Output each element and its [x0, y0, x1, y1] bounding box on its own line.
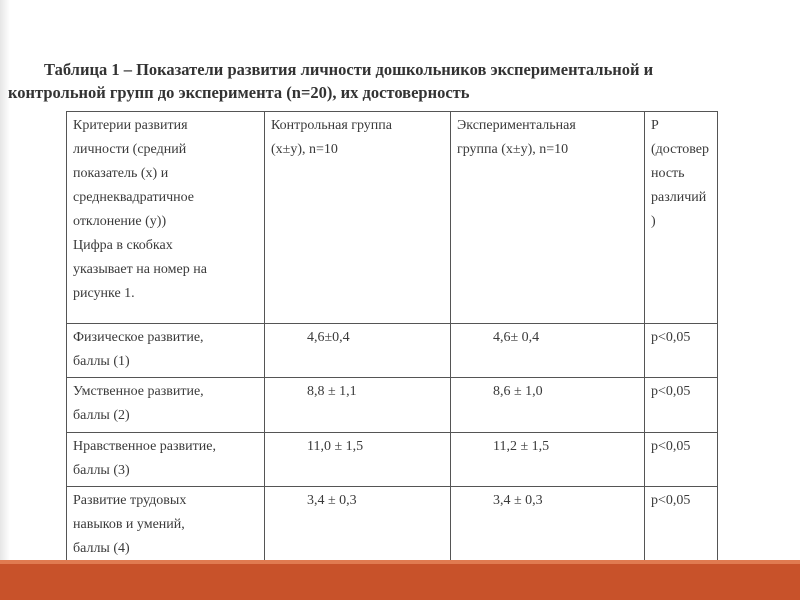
experimental-value: 8,6 ± 1,0: [451, 378, 645, 433]
header-control-line: Контрольная группа: [271, 118, 393, 133]
p-value: p<0,05: [645, 378, 718, 433]
criterion-cell: [67, 433, 265, 487]
table-row: [67, 487, 718, 565]
experimental-value: 11,2 ± 1,5: [451, 433, 645, 487]
header-p: [645, 112, 718, 324]
header-criteria-line: отклонение (у)): [73, 214, 167, 229]
control-value: 3,4 ± 0,3: [265, 487, 451, 565]
criterion-line: Умственное развитие,: [73, 384, 204, 399]
experimental-value: 3,4 ± 0,3: [451, 487, 645, 565]
table-caption: [8, 58, 794, 104]
footer-bar: [0, 560, 800, 600]
results-table: [66, 111, 718, 565]
criterion-line: баллы (1): [73, 354, 130, 369]
table-row: [67, 378, 718, 433]
control-value: 11,0 ± 1,5: [265, 433, 451, 487]
criterion-line: Нравственное развитие,: [73, 439, 216, 454]
table-row: [67, 324, 718, 378]
header-criteria-line: указывает на номер на: [73, 262, 207, 277]
header-criteria-line: Цифра в скобках: [73, 238, 173, 253]
header-criteria-line: показатель (х) и: [73, 166, 169, 181]
header-experimental: [451, 112, 645, 324]
header-criteria: [67, 112, 265, 324]
header-criteria-line: личности (средний: [73, 142, 187, 157]
p-value: p<0,05: [645, 487, 718, 565]
p-value: p<0,05: [645, 324, 718, 378]
p-value: p<0,05: [645, 433, 718, 487]
criterion-line: Физическое развитие,: [73, 330, 204, 345]
header-criteria-line: Критерии развития: [73, 118, 188, 133]
header-criteria-line: рисунке 1.: [73, 286, 135, 301]
criterion-cell: [67, 324, 265, 378]
table-header-row: [67, 112, 718, 324]
criterion-line: баллы (3): [73, 463, 130, 478]
criterion-line: баллы (4): [73, 541, 130, 556]
header-control: [265, 112, 451, 324]
header-p-line: Р: [651, 118, 659, 133]
criterion-line: Развитие трудовых: [73, 493, 187, 508]
experimental-value: 4,6± 0,4: [451, 324, 645, 378]
header-control-line: (х±у), n=10: [271, 142, 338, 157]
criterion-cell: [67, 378, 265, 433]
header-p-line: различий: [651, 190, 707, 205]
control-value: 8,8 ± 1,1: [265, 378, 451, 433]
header-criteria-line: среднеквадратичное: [73, 190, 195, 205]
criterion-cell: [67, 487, 265, 565]
header-p-line: ): [651, 214, 656, 229]
criterion-line: баллы (2): [73, 408, 130, 423]
criterion-line: навыков и умений,: [73, 517, 185, 532]
header-experimental-line: группа (х±у), n=10: [457, 142, 569, 157]
header-p-line: ность: [651, 166, 685, 181]
header-p-line: (достовер: [651, 142, 710, 157]
table-row: [67, 433, 718, 487]
control-value: 4,6±0,4: [265, 324, 451, 378]
header-experimental-line: Экспериментальная: [457, 118, 576, 133]
caption-line-2: контрольной групп до эксперимента (n=20), их достоверность: [8, 83, 470, 102]
caption-line-1: Таблица 1 – Показатели развития личности дошкольников экспериментальной и: [44, 60, 654, 79]
